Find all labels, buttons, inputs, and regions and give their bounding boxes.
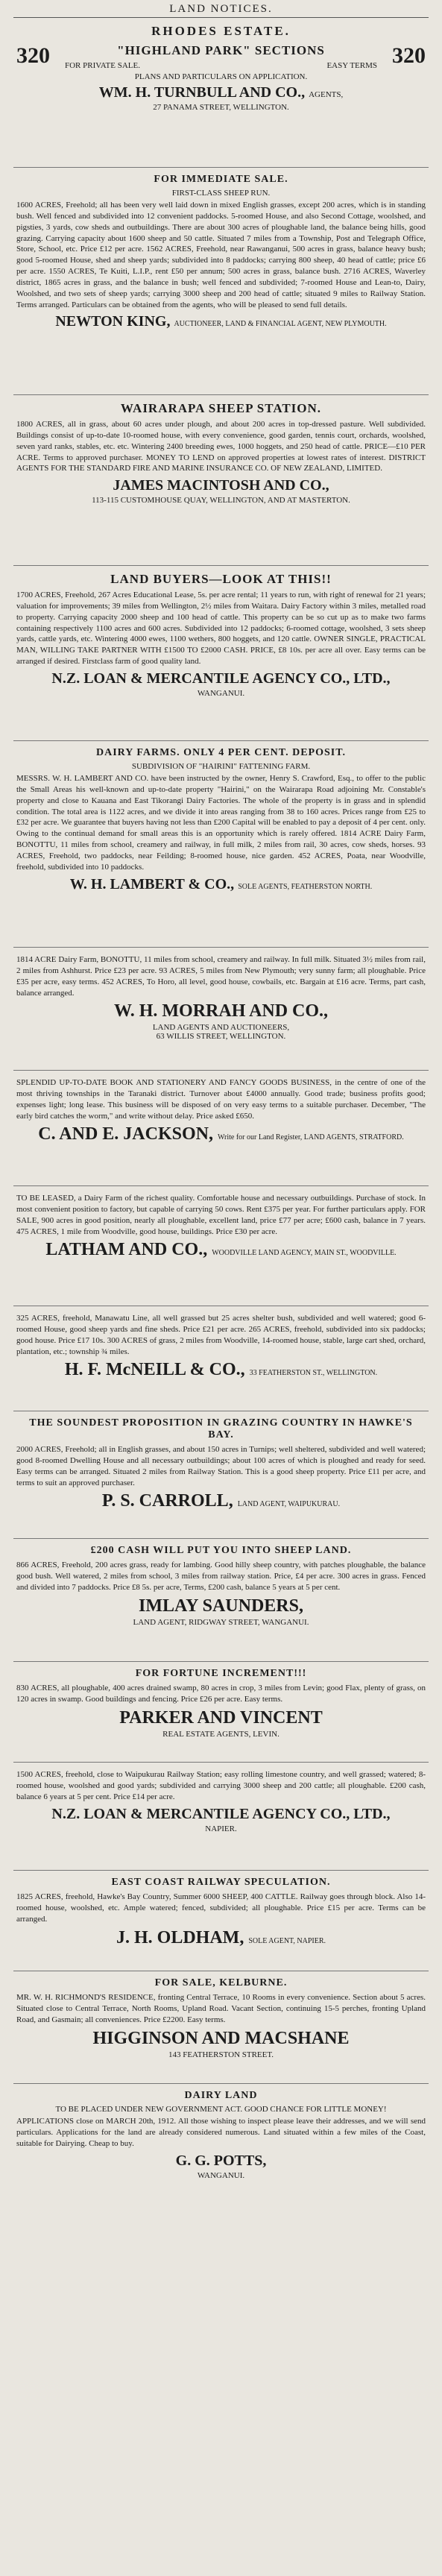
ad-body: 1700 ACRES, Freehold, 267 Acres Educational Lease, 5s. per acre rental; 11 years to run, with right of renewal for 21 years; valuation for improvements; 39 miles from Wellington, 2½ miles from Waitara. Dairy Factory within 3 miles, metalled road to property. Carrying capacity 2000 sheep and 100 head of cattle. This property can be so cut up as to make two farms containing respectively 1100 acres and 600 acres. Subdivided into 12 paddocks; 6-roomed cottage, woolshed, 3 sets sheep yards, cattle yards, etc. Wintering 4000 ewes, 1100 wethers, 800 hoggets, and 120 cattle. OWNER SINGLE, PRACTICAL MAN, WILLING TAKE PARTNER WITH £1500 TO £2000 CASH. PRICE, £8 10s. per acre all over. Easy terms can be arranged if desired. Firstclass farm of good quality land. [16, 591, 426, 667]
ad-land-buyers [13, 566, 429, 741]
ad-body: 1600 ACRES, Freehold; all has been very well laid down in mixed English grasses, except 200 acres, which is in standing bush. Well fenced and subdivided into 12 convenient paddocks. 5-roomed House, and also Second Cottage, woolshed, and pigsties, 3 yards, cow sheds and outbuildings. There are about 300 acres of ploughable land, the balance being hills, good grazing. Carrying capacity about 1600 sheep and 50 cattle. Situated 7 miles from a Township, Post and Telegraph Office, Store, School, etc. Price £12 per acre. 1562 ACRES, Freehold, near Rawanganui, 500 acres in grass, balance heavy bush; good 5-roomed House, shed and sheep yards; subdivided into 8 paddocks; carrying 800 sheep, 40 head of cattle; price £6 per acre. 1550 ACRES, Te Kuiti, L.I.P., rent £50 per annum; 500 acres in grass, balance bush. 2716 ACRES, Waverley district, 1865 acres in grass, and the balance in bush; well fenced and subdivided; 7-roomed House and Lean-to, Dairy, Woolshed, and two sets of sheep yards; carrying 3000 sheep and 200 head of cattle; situated 9 miles to Railway Station. Terms arranged. Particulars can be obtained from the agents, who will be pleased to send full details. [16, 201, 426, 309]
ad-heading: WAIRARAPA SHEEP STATION. [120, 401, 322, 415]
agent-address: NAPIER. [205, 1824, 237, 1833]
page-heading: LAND NOTICES. [13, 0, 429, 18]
agent-name: N.Z. LOAN & MERCANTILE AGENCY CO., LTD., [51, 670, 391, 687]
agent-name: HIGGINSON AND MACSHANE [92, 2028, 350, 2048]
highland-park-row [16, 42, 426, 70]
agent-name [16, 1240, 426, 1260]
ad-body: 866 ACRES, Freehold, 200 acres grass, ready for lambing. Good hilly sheep country, with patches ploughable, the balance good bush. Well watered, 2 miles from school, 3 miles from railway station. Price, £4 per acre. 300 acres in grass. Fenced and divided into 7 paddocks. Price £8 5s. per acre, Terms, £200 cash, balance 5 years at 5 per cent. [16, 1561, 426, 1592]
ad-body: MESSRS. W. H. LAMBERT AND CO. have been instructed by the owner, Henry S. Crawford, Esq., to offer to the public the Small Areas his well-known and up-to-date property "Hairini," on the Wairarapa Road adjoining Mr. Constable's property and close to Kauana and East Tikorangi Dairy Factories. The whole of the property is in grass and in splendid condition. The total area is 1122 acres, and we divide it into areas ranging from 38 to 160 acres. Prices range from £25 to £32 per acre. We guarantee that buyers having not less than £200 Capital will be enabled to pay a deposit of 4 per cent. only. Owing to the continual demand for small areas this is an opportunity which is rarely offered. 1814 ACRE Dairy Farm, BONOTTU, 11 miles from school, creamery and railway, in full milk, 2 miles from rail, 30 acres, cow sheds, horses. 93 ACRES, Freehold, two paddocks, near Feilding; 8-roomed house, nice garden. 452 ACRES, Poata, near Woodville, freehold, subdivided into 10 paddocks. [16, 774, 426, 872]
ad-higginson [13, 1971, 429, 2084]
ad-newton-king [13, 168, 429, 395]
agent-name: G. G. POTTS, [175, 2152, 267, 2169]
agent-suffix: SOLE AGENT, NAPIER. [248, 1936, 326, 1945]
agent-address: 27 PANAMA STREET, WELLINGTON. [153, 103, 289, 112]
ad-body: MR. W. H. RICHMOND'S RESIDENCE, fronting Central Terrace, 10 Rooms in every convenience. Section about 5 acres. Situated close to Central Terrace, North Rooms, Upland Road. Vacant Section, continuing 15-5 perches, fronting Upland Road, and Gasmain; all conveniences. Price £2200. Easy terms. [16, 1993, 426, 2024]
lot-count-left: 320 [16, 43, 50, 68]
ad-body: SPLENDID UP-TO-DATE BOOK AND STATIONERY AND FANCY GOODS BUSINESS, in the centre of one of the most thriving townships in the Taranaki district. Turnover about £4000 annually. Good trade; business profits good; expenses light; long lease. This business will be disposed of on very easy terms to a suitable purchaser. December, "The early bird catches the worm," and write without delay. Price asked £650. [16, 1078, 426, 1121]
agent-name: W. H. MORRAH AND CO., [113, 1001, 329, 1021]
agent-name [16, 1124, 426, 1144]
agent-suffix: WOODVILLE LAND AGENCY, MAIN ST., WOODVILLE. [212, 1249, 397, 1258]
ad-body: 830 ACRES, all ploughable, 400 acres drained swamp, 80 acres in crop, 3 miles from Levin; good Flax, plenty of grass, on 120 acres in swamp. Good buildings and fencing. Price £26 per acre. Easy terms. [16, 1684, 426, 1704]
ad-morrah [13, 948, 429, 1071]
agent-title: LATHAM AND CO., [45, 1240, 208, 1260]
agent-name [16, 1491, 426, 1511]
ad-heading: DAIRY LAND [184, 2090, 258, 2101]
agent-suffix: AUCTIONEER, LAND & FINANCIAL AGENT, NEW PLYMOUTH. [174, 320, 387, 329]
ad-nz-loan-napier [13, 1763, 429, 1871]
agent-name: IMLAY SAUNDERS, [139, 1596, 303, 1616]
agent-name [16, 84, 426, 101]
agent-name [16, 1360, 426, 1380]
ad-heading: FOR IMMEDIATE SALE. [154, 174, 288, 185]
ad-lambert [13, 741, 429, 948]
agent-address: REAL ESTATE AGENTS, LEVIN. [162, 1729, 280, 1739]
ad-body: 2000 ACRES, Freehold; all in English grasses, and about 150 acres in Turnips; well sheltered, subdivided and well watered; good 8-roomed Dwelling House and all necessary outbuildings; about 100 acres of which is ploughed and ready for seed. Easy terms can be arranged. Situated 2 miles from Railway Station. This is a good sheep property. Price £11 per acre, and terms to suit an approved purchaser. [16, 1445, 426, 1487]
sale-type: FOR PRIVATE SALE. [65, 61, 140, 70]
agent-suffix: LAND AGENTS AND AUCTIONEERS, [152, 1023, 290, 1033]
agent-title: H. F. McNEILL & CO., [64, 1360, 245, 1380]
ad-imlay [13, 1539, 429, 1662]
ad-body: 1825 ACRES, freehold, Hawke's Bay Country, Summer 6000 SHEEP, 400 CATTLE. Railway goes through block. Also 14-roomed house, woolshed, etc. Ample watered; fenced, subdivided; all ploughable. Price £15 per acre. Terms can be arranged. [16, 1892, 426, 1924]
sale-terms: EASY TERMS [326, 61, 377, 70]
ad-subheading: SUBDIVISION OF "HAIRINI" FATTENING FARM. [131, 762, 311, 771]
ad-latham [13, 1186, 429, 1306]
ad-subtitle: "HIGHLAND PARK" SECTIONS [117, 43, 325, 57]
ad-subheading: FIRST-CLASS SHEEP RUN. [171, 189, 271, 198]
agent-suffix: Write for our Land Register, LAND AGENTS, STRATFORD. [217, 1133, 404, 1142]
plans-note: PLANS AND PARTICULARS ON APPLICATION. [134, 72, 308, 81]
agent-address: 143 FEATHERSTON STREET. [168, 2050, 274, 2059]
lot-count-right: 320 [392, 43, 426, 68]
agent-suffix: 33 FEATHERSTON ST., WELLINGTON. [249, 1369, 378, 1378]
agent-name: N.Z. LOAN & MERCANTILE AGENCY CO., LTD., [51, 1805, 391, 1822]
ad-title: RHODES ESTATE. [151, 24, 291, 38]
agent-suffix: SOLE AGENTS, FEATHERSTON NORTH. [238, 882, 373, 891]
agent-name: PARKER AND VINCENT [119, 1707, 323, 1728]
ad-rhodes-estate [13, 18, 429, 168]
agent-suffix: LAND AGENT, WAIPUKURAU. [237, 1500, 341, 1509]
agent-name [16, 876, 426, 893]
ad-body: 1500 ACRES, freehold, close to Waipukurau Railway Station; easy rolling limestone country, and well grassed; watered; 8-roomed house, woolshed and good yards; subdivided and carrying 3000 sheep and 200 cattle; all ploughable. £200 cash, balance 6 years at 5 per cent. Price £14 per acre. [16, 1770, 426, 1801]
ad-parker [13, 1662, 429, 1763]
ad-heading: EAST COAST RAILWAY SPECULATION. [111, 1877, 331, 1888]
ad-heading: THE SOUNDEST PROPOSITION IN GRAZING COUNTRY IN HAWKE'S BAY. [29, 1417, 413, 1440]
ad-heading: FOR SALE, KELBURNE. [154, 1977, 288, 1988]
ad-body: APPLICATIONS close on MARCH 20th, 1912. All those wishing to inspect please leave their addresses, and we will send particulars. Applications for the land are already considered numerous. Land situated within a few miles of the Coast, suitable for Dairying. Cheap to buy. [16, 2117, 426, 2148]
agent-name [16, 1928, 426, 1948]
ad-heading: LAND BUYERS—LOOK AT THIS!! [110, 572, 332, 586]
agent-address: WANGANUI. [197, 2170, 245, 2180]
ad-body: 1814 ACRE Dairy Farm, BONOTTU, 11 miles from school, creamery and railway. In full milk. Situated 3½ miles from rail, 2 miles from Ashhurst. Price £23 per acre. 93 ACRES, 5 miles from New Plymouth; very sunny farm; all ploughable. Price £35 per acre, easy terms. 452 ACRES, To Horo, all level, good house, cowbails, etc. Bargain at £16 acre. Terms, part cash, balance arranged. [16, 955, 426, 998]
sale-terms-row [50, 61, 392, 70]
ad-body: TO BE LEASED, a Dairy Farm of the richest quality. Comfortable house and necessary outbuildings. Purchase of stock. In most convenient position to factory, but capable of carrying 50 cows. Rent £375 per year. For further particulars apply. FOR SALE, 900 acres in good position, nearly all ploughable, excellent land, price £77 per acre; £600 cash, balance in 7 years. 475 ACRES, 1 mile from Woodville, good house, buildings. Price £30 per acre. [16, 1194, 426, 1236]
ad-mcneill [13, 1306, 429, 1411]
agent-title: P. S. CARROLL, [101, 1491, 233, 1511]
ad-heading: FOR FORTUNE INCREMENT!!! [135, 1668, 307, 1679]
ad-carroll [13, 1411, 429, 1539]
ad-heading: DAIRY FARMS. ONLY 4 PER CENT. DEPOSIT. [95, 747, 347, 758]
ad-body: 325 ACRES, freehold, Manawatu Line, all well grassed but 25 acres shelter bush, subdivided and well watered; good 6-roomed House, good sheep yards and fine sheds. Price £21 per acre. 265 ACRES, freehold, subdivided into six paddocks; good house. Price £17 10s. 300 ACRES of grass, 2 miles from Woodville, 14-roomed house, stable, large cart shed, orchard, plantation, etc.; township ¾ miles. [16, 1314, 426, 1356]
agent-name [16, 313, 426, 330]
agent-title: C. AND E. JACKSON, [38, 1124, 213, 1144]
ad-wairarapa [13, 395, 429, 566]
agent-address: LAND AGENT, RIDGWAY STREET, WANGANUI. [133, 1617, 309, 1627]
ad-heading: £200 CASH WILL PUT YOU INTO SHEEP LAND. [90, 1545, 352, 1556]
agent-title: WM. H. TURNBULL AND CO., [98, 84, 306, 101]
agent-title: NEWTON KING, [55, 313, 171, 330]
ad-body: 1800 ACRES, all in grass, about 60 acres under plough, and about 200 acres in top-dressed pasture. Well subdivided. Buildings consist of up-to-date 10-roomed house, with every convenience, good garden, tennis court, orchards, woolshed, seven yard ranks, stables, etc. etc. Wintering 2400 breeding ewes, 1000 hoggets, and 250 head of cattle. PRICE—£10 PER ACRE. Terms to approved purchaser. MONEY TO LEND on approved properties at lowest rates of interest. DISTRICT AGENTS FOR THE STANDARD FIRE AND MARINE INSURANCE CO. OF NEW ZEALAND, LIMITED. [16, 420, 426, 473]
agent-title: J. H. OLDHAM, [116, 1927, 244, 1947]
agent-address: 63 WILLIS STREET, WELLINGTON. [156, 1032, 286, 1042]
ad-subheading: TO BE PLACED UNDER NEW GOVERNMENT ACT. GOOD CHANCE FOR LITTLE MONEY! [55, 2105, 387, 2114]
agent-address: WANGANUI. [197, 688, 245, 698]
agent-title: W. H. LAMBERT & CO., [69, 875, 235, 892]
agent-suffix: AGENTS, [309, 90, 344, 99]
agent-address: 113-115 CUSTOMHOUSE QUAY, WELLINGTON, AND AT MASTERTON. [92, 496, 350, 506]
ad-potts [13, 2084, 429, 2186]
ad-oldham [13, 1871, 429, 1971]
ad-jackson [13, 1071, 429, 1186]
agent-name: JAMES MACINTOSH AND CO., [113, 477, 329, 494]
